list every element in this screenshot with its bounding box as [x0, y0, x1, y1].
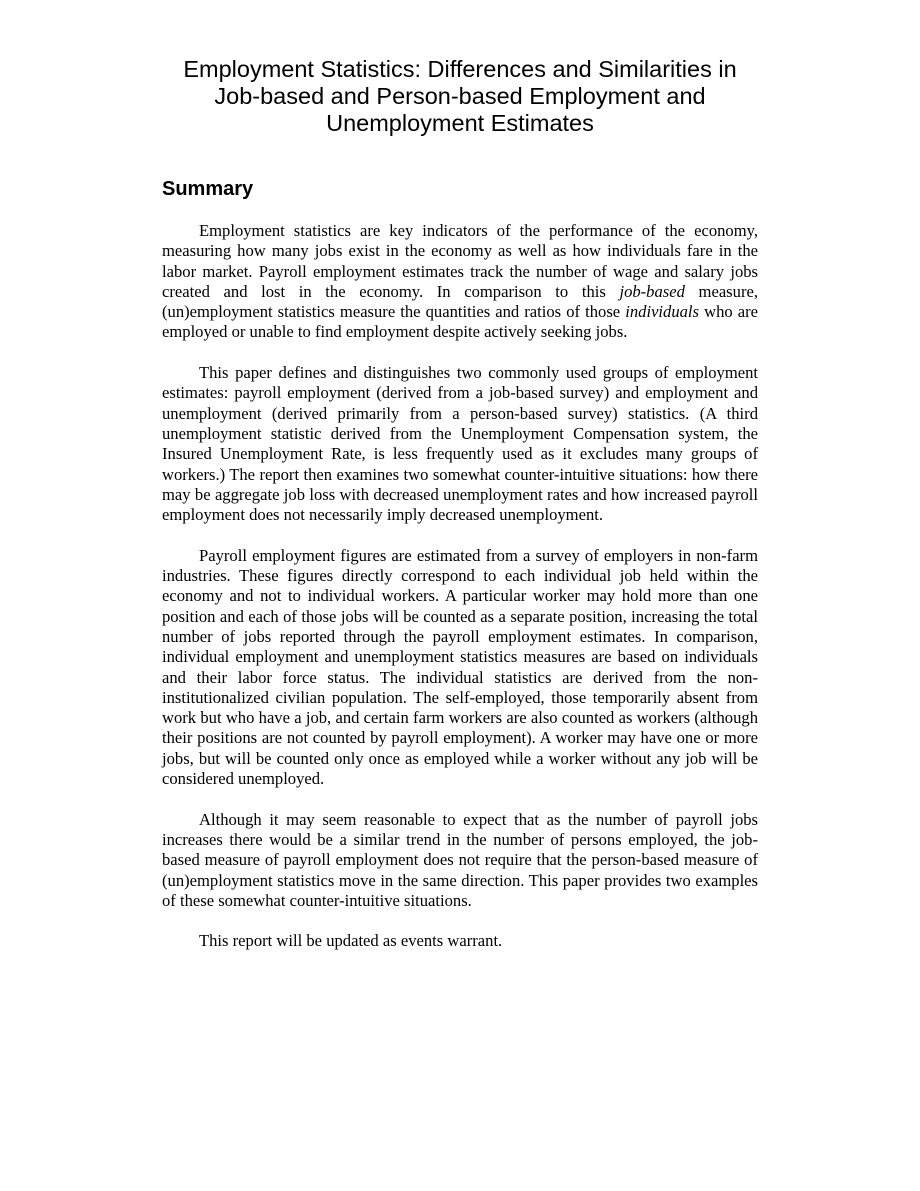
- title-line-1: Employment Statistics: Differences and Similarities in: [183, 56, 737, 82]
- summary-paragraph-2: This paper defines and distinguishes two commonly used groups of employment estimates: payroll employment (derived from a job-based survey) and employment and unemployment (derived primarily from a person-based survey) statistics. (A third unemployment statistic derived from the Unemployment Compensation system, the Insured Unemployment Rate, is less frequently used as it excludes many groups of workers.) The report then examines two somewhat counter-intuitive situations: how there may be aggregate job loss with decreased unemployment rates and how increased payroll employment does not necessarily imply decreased unemployment.: [162, 363, 758, 525]
- paragraph-1-emphasis-job-based: job-based: [619, 281, 685, 301]
- section-heading-summary: Summary: [162, 178, 254, 200]
- paragraph-1-text-a: Employment statistics are key indicators of the performance of the economy, measuring how many jobs exist in the economy as well as how individuals fare in the labor market. Payroll employment estimates track the number of wage and salary jobs created and lost in the economy. In comparison to this: [162, 221, 758, 301]
- paragraph-1-emphasis-individuals: individuals: [625, 302, 699, 322]
- title-line-3: Unemployment Estimates: [326, 110, 594, 136]
- summary-paragraph-1: [162, 221, 758, 343]
- document-page: [162, 56, 758, 972]
- document-title: [162, 56, 758, 137]
- summary-paragraph-5: This report will be updated as events warrant.: [199, 931, 503, 951]
- summary-paragraph-4: Although it may seem reasonable to expect that as the number of payroll jobs increases there would be a similar trend in the number of persons employed, the job-based measure of payroll employment does not require that the person-based measure of (un)employment statistics move in the same direction. This paper provides two examples of these somewhat counter-intuitive situations.: [162, 809, 758, 910]
- title-line-2: Job-based and Person-based Employment and: [214, 83, 706, 109]
- paragraph-1-text-e: who are employed or unable to find employment despite actively seeking jobs.: [162, 302, 758, 342]
- summary-paragraph-3: Payroll employment figures are estimated from a survey of employers in non-farm industries. These figures directly correspond to each individual job held within the economy and not to individual workers. A particular worker may hold more than one position and each of those jobs will be counted as a separate position, increasing the total number of jobs reported through the payroll employment estimates. In comparison, individual employment and unemployment statistics measures are based on individuals and their labor force status. The individual statistics are derived from the non-institutionalized civilian population. The self-employed, those temporarily absent from work but who have a job, and certain farm workers are also counted as workers (although their positions are not counted by payroll employment). A worker may have one or more jobs, but will be counted only once as employed while a worker without any job will be considered unemployed.: [162, 545, 758, 789]
- paragraph-1-text-c: measure, (un)employment statistics measure the quantities and ratios of those: [162, 281, 758, 322]
